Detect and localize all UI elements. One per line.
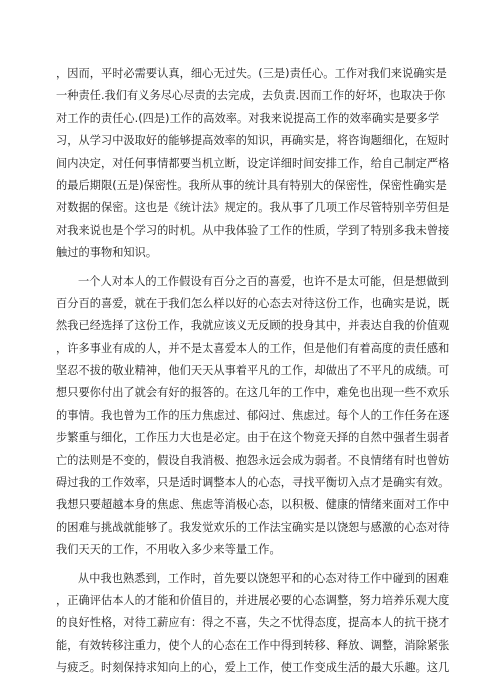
text-line: 的事情。我也曾为工作的压力焦虑过、郁闷过、焦虑过。每个人的工作任务在逐 xyxy=(56,408,450,422)
text-line: 亡的法则是不变的，假设自我消极、抱怨永远会成为弱者。不良情绪有时也曾妨 xyxy=(56,453,450,467)
text-line: 从中我也熟悉到，工作时，首先要以饶恕平和的心态对待工作中碰到的困难 xyxy=(78,571,449,585)
text-line: 触过的事物和知识。 xyxy=(56,246,158,260)
text-line: 与疲乏。时刻保持求知向上的心，爱上工作，使工作变成生活的最大乐趣。这几 xyxy=(56,661,450,675)
paragraph-1 xyxy=(56,63,451,265)
text-line: 习，从学习中汲取好的能够提高效率的知识，再确实是，将咨询题细化，在短时 xyxy=(56,134,450,148)
paragraph-2 xyxy=(56,271,451,562)
text-line: 然我已经选择了这份工作，我就应该义无反顾的投身其中，并表达自我的价值观 xyxy=(56,319,450,333)
text-line: 坚忍不拔的敬业精神，他们天天从事着平凡的工作，却做出了不平凡的成绩。可 xyxy=(56,364,450,378)
text-line: 一个人对本人的工作假设有百分之百的喜爱，也许不是太可能，但是想做到 xyxy=(78,274,449,288)
text-line: 一种责任.我们有义务尽心尽责的去完成，去负责.因而工作的好坏，也取决于你 xyxy=(56,89,446,103)
text-line: ，因而，平时必需要认真，细心无过失。(三是)责任心。工作对我们来说确实是 xyxy=(56,67,447,80)
text-line: 间内决定，对任何事情都要当机立断，设定详细时间安排工作，给自己制定严格 xyxy=(56,156,450,170)
text-line: 百分百的喜爱，就在于我们怎么样以好的心态去对待这份工作，也确实是说，既 xyxy=(56,296,450,310)
text-line: 对工作的责任心.(四是)工作的高效率。对我来说提高工作的效率确实是要多学 xyxy=(56,111,440,125)
text-line: ，许多事业有成的人，并不是太喜爱本人的工作，但是他们有着高度的责任感和 xyxy=(56,341,450,355)
text-line: 碍过我的工作效率，只是适时调整本人的心态，寻找平衡切入点才是确实有效。 xyxy=(56,476,450,490)
paragraph-3 xyxy=(56,568,451,680)
text-line: 的良好性格，对待工薪应有：得之不喜，失之不忧得态度，提高本人的抗干挠才 xyxy=(56,616,450,630)
text-line: ，正确评估本人的才能和价值目的，并进展必要的心态调整，努力培养乐观大度 xyxy=(56,593,450,607)
text-line: 我们天天的工作，不用收入多少来等量工作。 xyxy=(56,543,281,557)
text-line: 对数据的保密。这也是《统计法》规定的。我从事了几项工作尽管特别辛劳但是 xyxy=(56,201,450,215)
text-line: 步繁重与细化，工作压力大也是必定。由于在这个物竞天择的自然中强者生弱者 xyxy=(56,431,450,445)
text-line: 想只要你付出了就会有好的报答的。在这几年的工作中，难免也出现一些不欢乐 xyxy=(56,386,450,400)
text-line: 的困难与挑战就能够了。我发觉欢乐的工作法宝确实是以饶恕与感激的心态对待 xyxy=(56,520,450,534)
text-line: 我想只要超越本身的焦虑、焦虑等消极心态，以积极、健康的情绪来面对工作中 xyxy=(56,498,450,512)
document-body xyxy=(56,63,451,680)
text-line: 对我来说也是个学习的时机。从中我体验了工作的性质，学到了特别多我未曾接 xyxy=(56,223,450,237)
text-line: 的最后期限(五是)保密性。我所从事的统计具有特别大的保密性，保密性确实是 xyxy=(56,178,447,192)
text-line: 能，有效转移注重力，使个人的心态在工作中得到转移、释放、调整，消除紧张 xyxy=(56,638,450,652)
